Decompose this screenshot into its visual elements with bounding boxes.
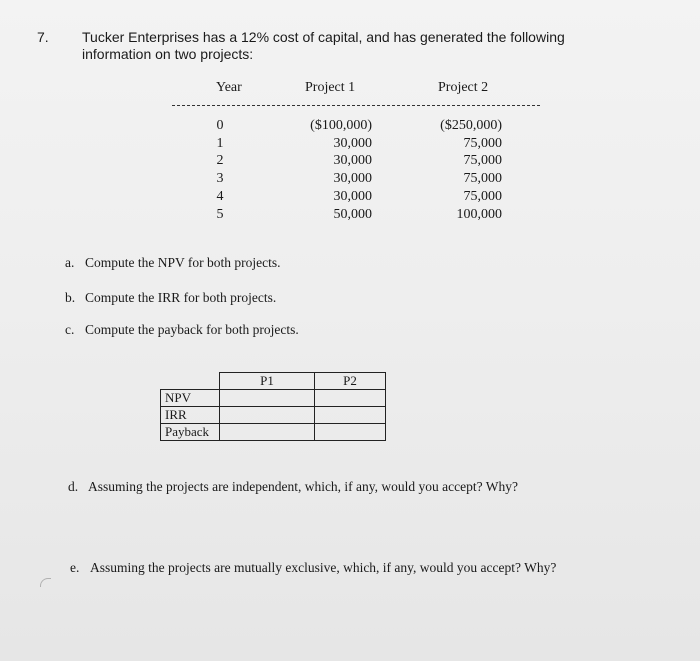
- header-divider: [172, 105, 540, 106]
- answer-cell: [315, 424, 386, 441]
- answer-grid-header-row: [161, 373, 386, 390]
- year-cell: 0: [216, 118, 224, 133]
- question-letter: e.: [70, 560, 80, 575]
- year-cell: 1: [216, 135, 224, 151]
- question-text: Assuming the projects are independent, which, if any, would you accept? Why?: [88, 479, 518, 494]
- project1-cell: 30,000: [333, 153, 372, 169]
- answer-grid: [160, 372, 386, 441]
- answer-grid-row-label: IRR: [161, 407, 220, 424]
- year-column: [208, 117, 232, 223]
- answer-grid-row-label: Payback: [161, 424, 220, 441]
- intro-line-2: information on two projects:: [82, 46, 254, 62]
- answer-grid-row: [161, 390, 386, 407]
- project2-header: Project 2: [438, 80, 489, 95]
- question-c: [65, 322, 299, 338]
- answer-grid-col-header: P1: [220, 373, 315, 390]
- question-a: [65, 255, 280, 271]
- project1-header: Project 1: [305, 80, 356, 95]
- answer-grid-col-header: P2: [315, 373, 386, 390]
- question-text: Compute the payback for both projects.: [85, 322, 299, 337]
- project1-column: [300, 117, 372, 223]
- question-text: Compute the IRR for both projects.: [85, 290, 277, 305]
- project2-cell: 75,000: [463, 188, 502, 204]
- answer-grid-row: [161, 407, 386, 424]
- project2-column: [430, 117, 502, 223]
- project1-cell: 30,000: [333, 135, 372, 151]
- project1-cell: ($100,000): [310, 118, 372, 133]
- problem-number: 7.: [37, 29, 49, 45]
- project1-cell: 30,000: [333, 171, 372, 187]
- answer-cell: [220, 407, 315, 424]
- question-e: [70, 560, 556, 576]
- answer-cell: [220, 424, 315, 441]
- question-d: [68, 479, 518, 495]
- answer-cell: [315, 407, 386, 424]
- project2-cell: 100,000: [456, 206, 502, 222]
- answer-cell: [220, 390, 315, 407]
- answer-grid-row: [161, 424, 386, 441]
- project1-cell: 50,000: [333, 206, 372, 222]
- project2-cell: ($250,000): [440, 118, 502, 133]
- question-b: [65, 290, 276, 306]
- year-cell: 2: [216, 153, 224, 169]
- year-header: Year: [216, 80, 242, 95]
- question-letter: a.: [65, 255, 75, 270]
- question-letter: b.: [65, 290, 76, 305]
- answer-grid-corner: [161, 373, 220, 390]
- year-cell: 3: [216, 171, 224, 187]
- year-cell: 5: [216, 206, 224, 222]
- answer-grid-row-label: NPV: [161, 390, 220, 407]
- year-cell: 4: [216, 188, 224, 204]
- project2-cell: 75,000: [463, 135, 502, 151]
- project2-cell: 75,000: [463, 153, 502, 169]
- intro-line-1: Tucker Enterprises has a 12% cost of capital, and has generated the following: [82, 29, 565, 45]
- project1-cell: 30,000: [333, 188, 372, 204]
- answer-cell: [315, 390, 386, 407]
- pencil-mark: [40, 578, 51, 587]
- project2-cell: 75,000: [463, 171, 502, 187]
- problem-intro: [82, 29, 602, 63]
- question-letter: c.: [65, 322, 75, 337]
- question-letter: d.: [68, 479, 79, 494]
- question-text: Assuming the projects are mutually exclusive, which, if any, would you accept? Why?: [90, 560, 557, 575]
- question-text: Compute the NPV for both projects.: [85, 255, 281, 270]
